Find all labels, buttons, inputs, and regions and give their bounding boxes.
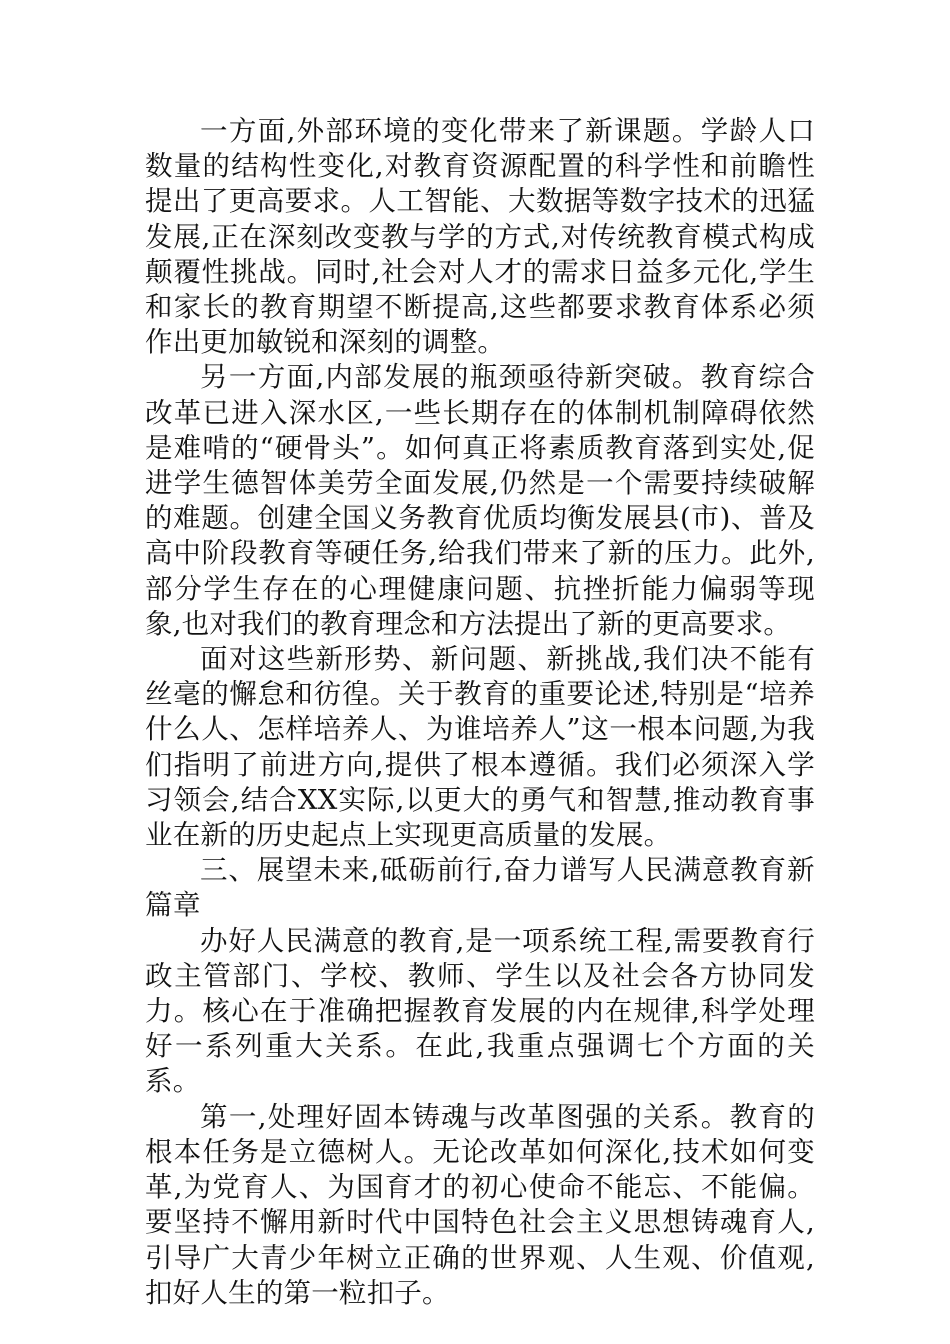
paragraph-new-situation: 面对这些新形势、新问题、新挑战,我们决不能有丝毫的懈怠和彷徨。关于教育的重要论述,特别是“培养什么人、怎样培养人、为谁培养人”这一根本问题,为我们指明了前进方向,提供了根本遵循。我们必须深入学习领会,结合XX实际,以更大的勇气和智慧,推动教育事业在新的历史起点上实现更高质量的发展。 xyxy=(145,643,815,852)
paragraph-external-environment: 一方面,外部环境的变化带来了新课题。学龄人口数量的结构性变化,对教育资源配置的科学性和前瞻性提出了更高要求。人工智能、大数据等数字技术的迅猛发展,正在深刻改变教与学的方式,对传统教育模式构成颠覆性挑战。同时,社会对人才的需求日益多元化,学生和家长的教育期望不断提高,这些都要求教育体系必须作出更加敏锐和深刻的调整。 xyxy=(145,115,815,359)
document-page xyxy=(145,114,815,1311)
paragraph-first-relation: 第一,处理好固本铸魂与改革图强的关系。教育的根本任务是立德树人。无论改革如何深化,技术如何变革,为党育人、为国育才的初心使命不能忘、不能偏。要坚持不懈用新时代中国特色社会主义思想铸魂育人,引导广大青少年树立正确的世界观、人生观、价值观,扣好人生的第一粒扣子。 xyxy=(145,1100,815,1309)
paragraph-systematic-project: 办好人民满意的教育,是一项系统工程,需要教育行政主管部门、学校、教师、学生以及社会各方协同发力。核心在于准确把握教育发展的内在规律,科学处理好一系列重大关系。在此,我重点强调七个方面的关系。 xyxy=(145,924,815,1098)
section-heading-three: 三、展望未来,砥砺前行,奋力谱写人民满意教育新篇章 xyxy=(145,854,815,922)
paragraph-internal-development: 另一方面,内部发展的瓶颈亟待新突破。教育综合改革已进入深水区,一些长期存在的体制机制障碍依然是难啃的“硬骨头”。如何真正将素质教育落到实处,促进学生德智体美劳全面发展,仍然是一个需要持续破解的难题。创建全国义务教育优质均衡发展县(市)、普及高中阶段教育等硬任务,给我们带来了新的压力。此外,部分学生存在的心理健康问题、抗挫折能力偏弱等现象,也对我们的教育理念和方法提出了新的更高要求。 xyxy=(145,361,815,640)
